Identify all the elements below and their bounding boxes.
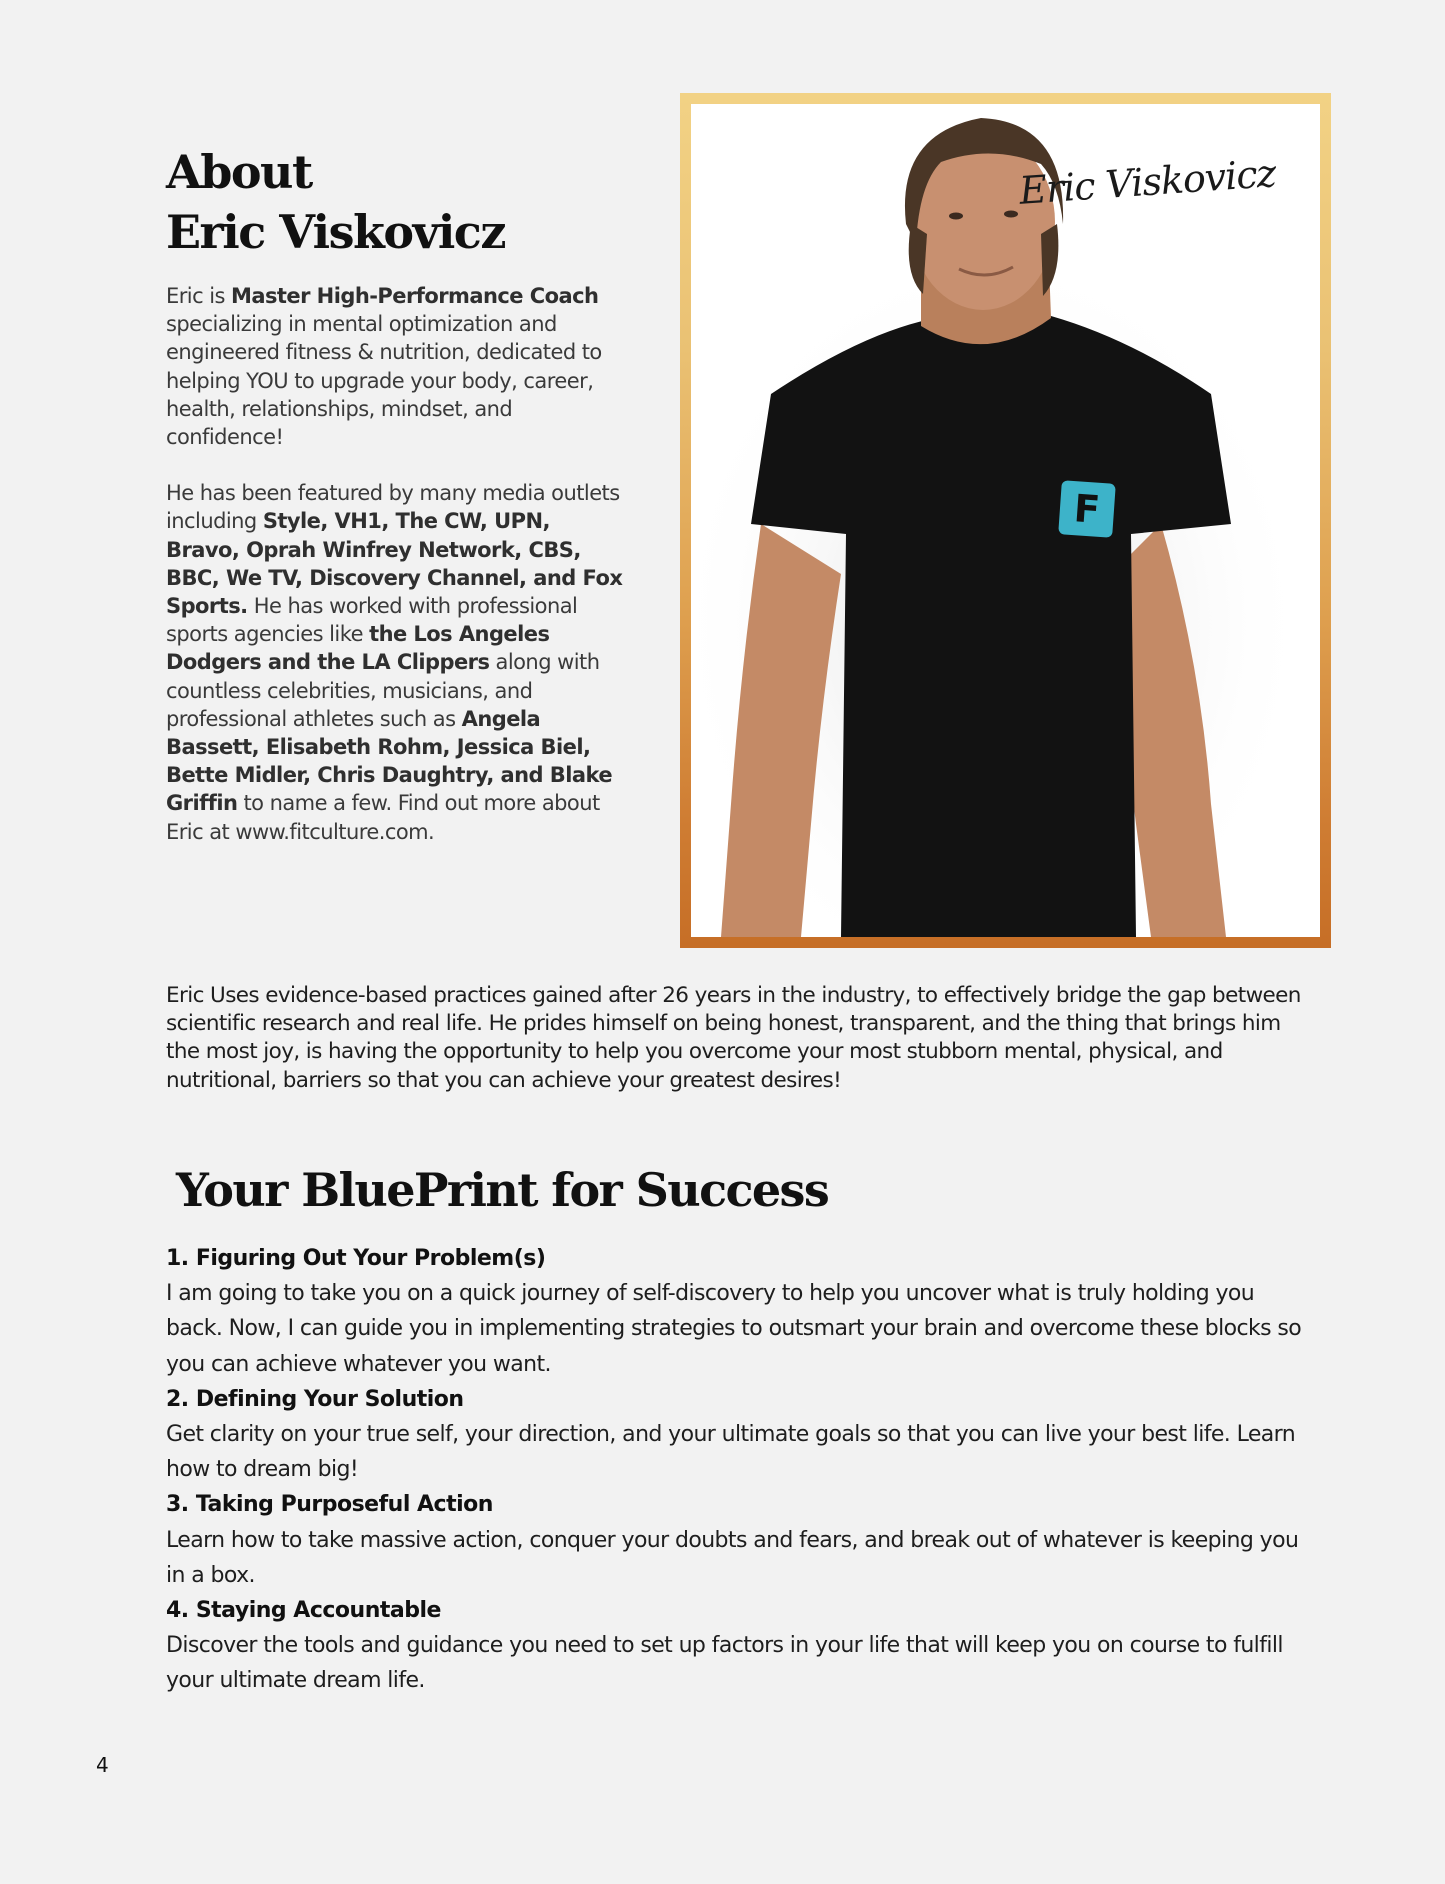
bio-paragraph: Eric Uses evidence-based practices gained after 26 years in the industry, to effectively bridge the gap between scientific research and real life. He prides himself on being honest, transparent, and the thing that brings him the most joy, is having the opportunity to help you overcome your most stubborn mental, physical, and nutritional, barriers so that you can achieve your greatest desires! (166, 983, 1301, 1093)
logo-letter: F (1072, 486, 1102, 532)
blueprint-item-description: I am going to take you on a quick journey of self-discovery to help you uncover what is truly holding you back. Now, I can guide you in implementing strategies to outsmart your brain and overcome these blocks so you can achieve whatever you want. (166, 1281, 1302, 1377)
page-number: 4 (96, 1753, 109, 1777)
bold-media-outlets: Style, VH1, The CW, UPN, Bravo, Oprah Winfrey Network, CBS, BBC, We TV, Discovery Channel, and Fox Sports. (166, 509, 623, 619)
bold-title: Master High-Performance Coach (231, 284, 599, 308)
about-heading (166, 142, 505, 262)
blueprint-item-description: Discover the tools and guidance you need to set up factors in your life that will keep you on course to fulfill your ultimate dream life. (166, 1633, 1283, 1694)
about-body (166, 282, 628, 874)
blueprint-item-description: Learn how to take massive action, conquer your doubts and fears, and break out of whatever is keeping you in a box. (166, 1527, 1299, 1588)
signature: Eric Viskovicz (1018, 151, 1278, 213)
text-run: He has been featured by many media outlets including (166, 481, 620, 534)
blueprint-item-title: 1. Figuring Out Your Problem(s) (166, 1246, 546, 1271)
blueprint-item (166, 1241, 1316, 1382)
blueprint-item-title: 2. Defining Your Solution (166, 1386, 464, 1412)
blueprint-item-title: 4. Staying Accountable (166, 1598, 441, 1624)
blueprint-heading: Your BluePrint for Success (176, 1163, 829, 1217)
blueprint-item-description: Get clarity on your true self, your direction, and your ultimate goals so that you can live your best life. Learn how to dream big! (166, 1422, 1296, 1483)
about-heading-line1: About (166, 145, 312, 199)
text-run: He has worked with professional sports agencies like (166, 594, 578, 647)
fitculture-logo-icon (1058, 480, 1116, 538)
photo-frame (680, 93, 1331, 948)
text-run: Eric is (166, 284, 232, 308)
text-run: specializing in mental optimization and engineered fitness & nutrition, dedicated to helping YOU to upgrade your body, career, health, relationships, mindset, and confidence! (166, 312, 602, 450)
blueprint-item (166, 1382, 1316, 1488)
text-run: to name a few. Find out more about Eric at www.fitculture.com. (166, 791, 600, 844)
blueprint-list (166, 1241, 1316, 1699)
about-paragraph-1 (166, 282, 628, 451)
bold-sports-agencies: the Los Angeles Dodgers and the LA Clippers (166, 622, 550, 675)
person-illustration (691, 104, 1320, 937)
about-heading-line2: Eric Viskovicz (166, 205, 505, 259)
blueprint-item (166, 1487, 1316, 1593)
portrait-photo (691, 104, 1320, 937)
bold-celebrities: Angela Bassett, Elisabeth Rohm, Jessica Biel, Bette Midler, Chris Daughtry, and Blake Griffin (166, 706, 613, 816)
text-run: along with countless celebrities, musicians, and professional athletes such as (166, 650, 600, 731)
about-paragraph-2 (166, 479, 628, 846)
blueprint-item (166, 1593, 1316, 1699)
blueprint-item-title: 3. Taking Purposeful Action (166, 1492, 493, 1518)
